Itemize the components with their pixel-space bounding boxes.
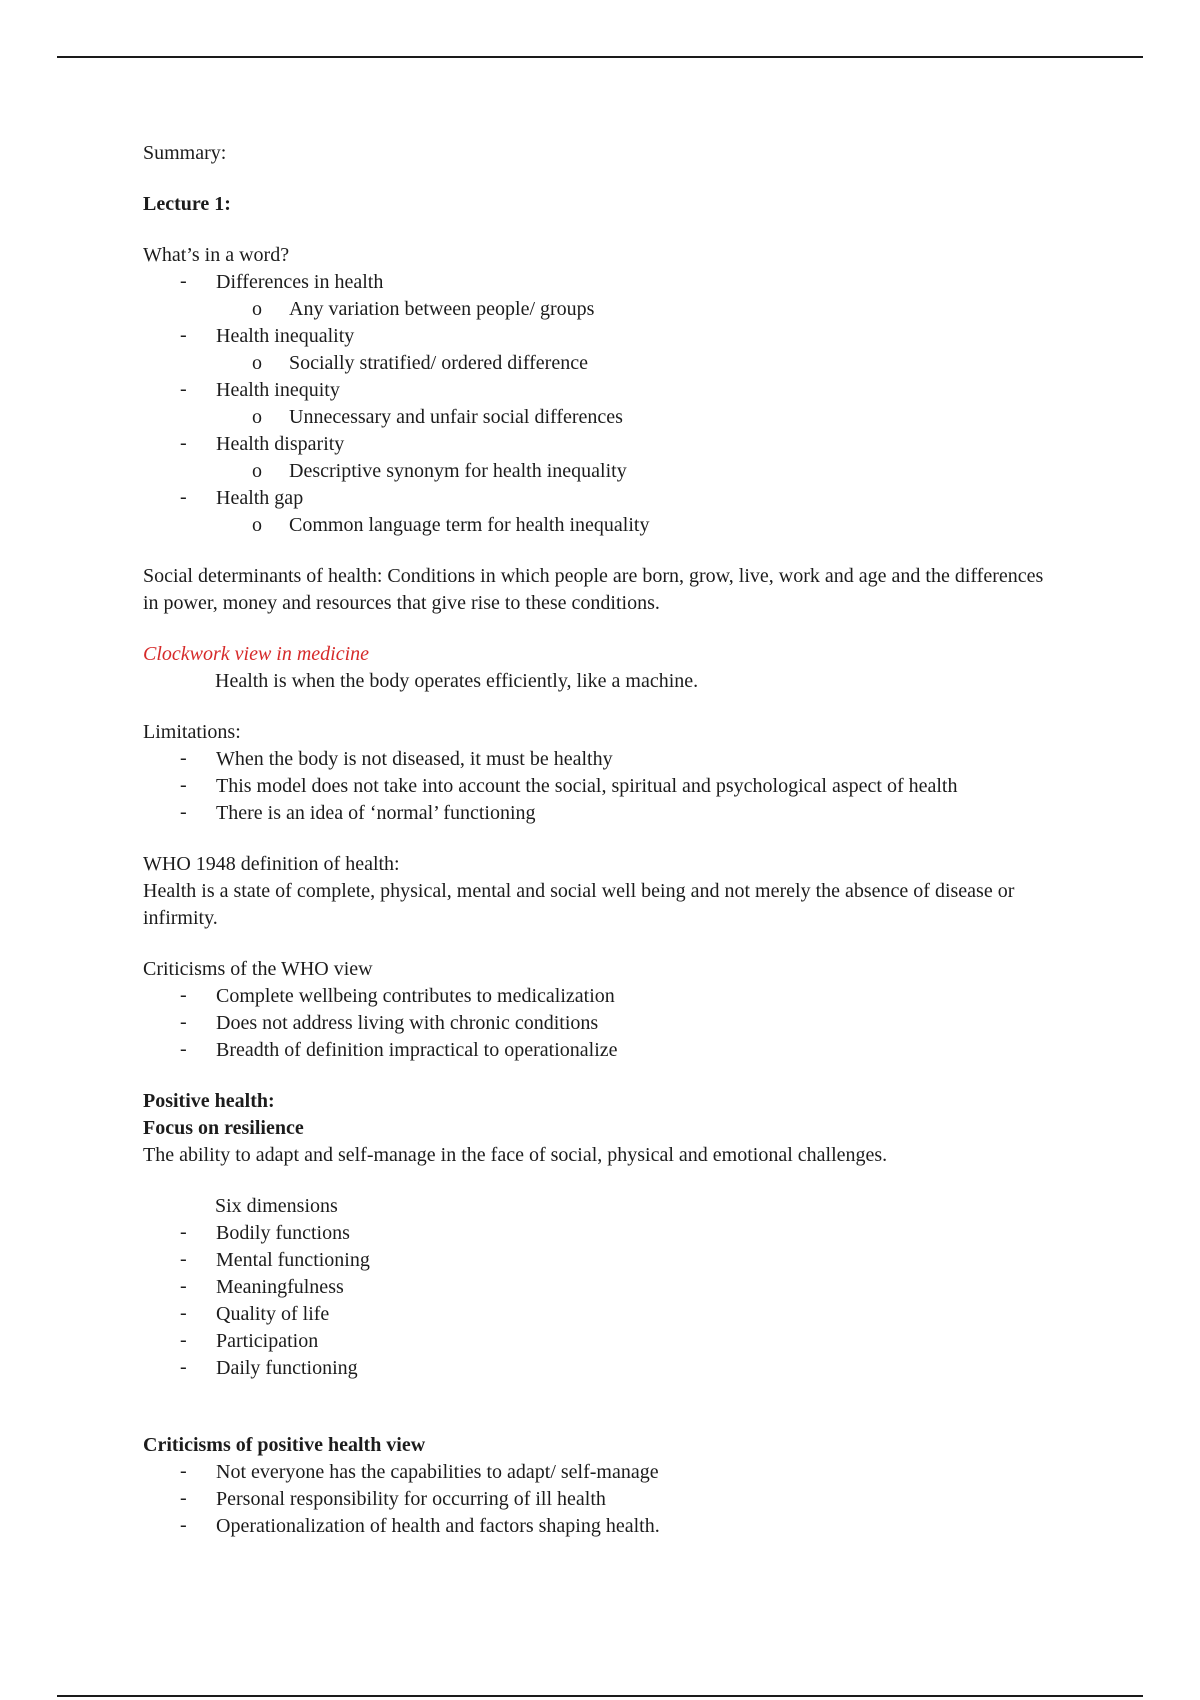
list-item: - Operationalization of health and factors shaping health. — [143, 1513, 1063, 1540]
term-item: - Health inequality — [143, 323, 1063, 350]
term-item: - Differences in health — [143, 269, 1063, 296]
list-item: - When the body is not diseased, it must be healthy — [143, 746, 1063, 773]
limitations-list — [143, 746, 1063, 827]
lecture-title: Lecture 1: — [143, 193, 231, 215]
list-item: - Participation — [143, 1328, 1063, 1355]
definition-item: o Unnecessary and unfair social differences — [143, 404, 1063, 431]
list-item: - Bodily functions — [143, 1220, 1063, 1247]
social-determinants-paragraph: Social determinants of health: Conditions in which people are born, grow, live, work and age and the differences in power, money and resources that give rise to these conditions. — [143, 565, 1044, 614]
positive-health-subheading: Focus on resilience — [143, 1117, 304, 1139]
positive-health-heading: Positive health: — [143, 1090, 275, 1112]
clockwork-text: Health is when the body operates efficiently, like a machine. — [215, 670, 699, 692]
document-body — [143, 140, 1063, 1540]
positive-criticisms-list — [143, 1459, 1063, 1540]
dimensions-list — [143, 1220, 1063, 1382]
dimensions-label: Six dimensions — [215, 1195, 338, 1217]
footer-rule — [57, 1695, 1143, 1697]
clockwork-title: Clockwork view in medicine — [143, 643, 370, 665]
positive-criticisms-heading: Criticisms of positive health view — [143, 1434, 426, 1456]
who-definition: Health is a state of complete, physical, mental and social well being and not merely the absence of disease or infirmity. — [143, 880, 1015, 929]
term-item: - Health gap — [143, 485, 1063, 512]
list-item: - Does not address living with chronic conditions — [143, 1010, 1063, 1037]
positive-health-text: The ability to adapt and self-manage in the face of social, physical and emotional challenges. — [143, 1144, 888, 1166]
words-heading: What’s in a word? — [143, 244, 290, 266]
terms-list — [143, 269, 1063, 296]
limitations-heading: Limitations: — [143, 721, 241, 743]
list-item: - Complete wellbeing contributes to medicalization — [143, 983, 1063, 1010]
definition-item: o Socially stratified/ ordered difference — [143, 350, 1063, 377]
definition-item: o Any variation between people/ groups — [143, 296, 1063, 323]
definition-list — [143, 296, 1063, 323]
list-item: - Not everyone has the capabilities to adapt/ self-manage — [143, 1459, 1063, 1486]
who-criticisms-heading: Criticisms of the WHO view — [143, 958, 373, 980]
list-item: - Personal responsibility for occurring of ill health — [143, 1486, 1063, 1513]
list-item: - Daily functioning — [143, 1355, 1063, 1382]
list-item: - Quality of life — [143, 1301, 1063, 1328]
header-rule — [57, 56, 1143, 58]
list-item: - This model does not take into account the social, spiritual and psychological aspect of health — [143, 773, 1063, 800]
list-item: - Meaningfulness — [143, 1274, 1063, 1301]
who-heading: WHO 1948 definition of health: — [143, 853, 400, 875]
list-item: - Mental functioning — [143, 1247, 1063, 1274]
definition-item: o Common language term for health inequality — [143, 512, 1063, 539]
list-item: - There is an idea of ‘normal’ functioning — [143, 800, 1063, 827]
term-item: - Health inequity — [143, 377, 1063, 404]
summary-label: Summary: — [143, 142, 227, 164]
list-item: - Breadth of definition impractical to operationalize — [143, 1037, 1063, 1064]
definition-item: o Descriptive synonym for health inequality — [143, 458, 1063, 485]
term-item: - Health disparity — [143, 431, 1063, 458]
who-criticisms-list — [143, 983, 1063, 1064]
